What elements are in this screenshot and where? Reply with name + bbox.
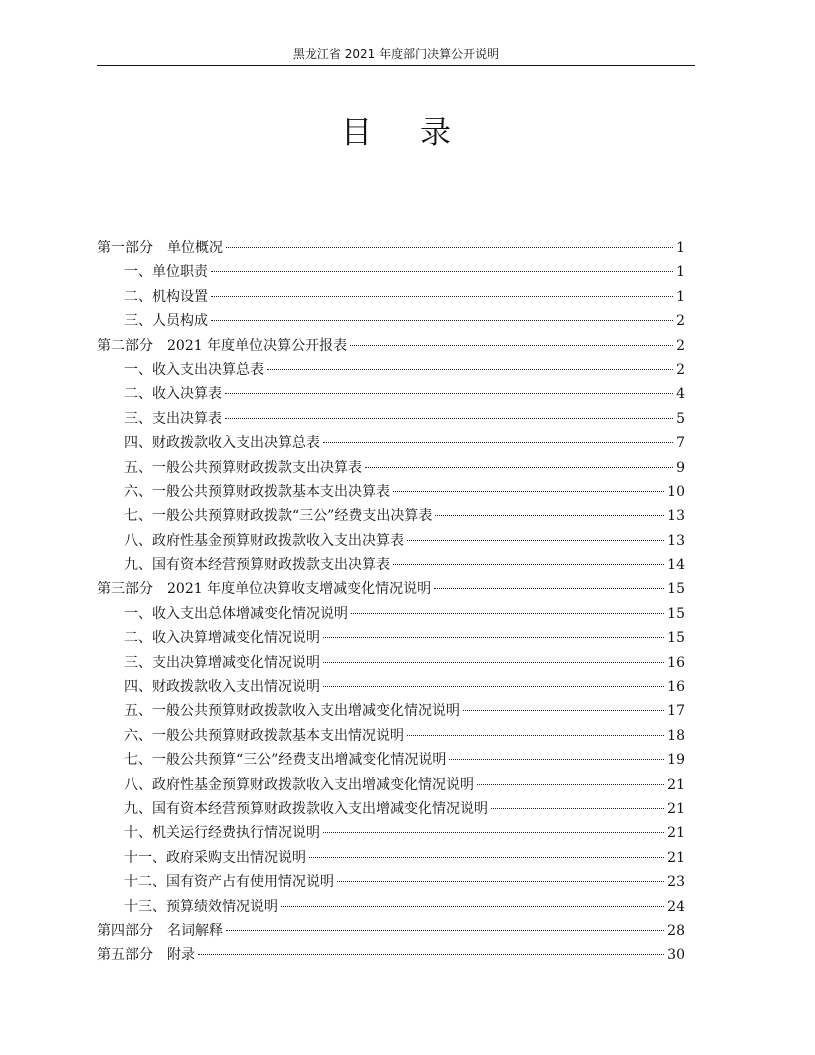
dot-leader <box>477 784 664 785</box>
toc-entry[interactable] <box>97 699 685 723</box>
toc-entry-label: 三、人员构成 <box>124 313 208 330</box>
toc-entry-label: 七、一般公共预算“三公”经费支出增减变化情况说明 <box>124 752 447 769</box>
toc-entry-label: 一、单位职责 <box>124 264 208 281</box>
dot-leader <box>323 637 664 638</box>
toc-entry-page-number: 21 <box>667 800 685 817</box>
dot-leader <box>323 442 673 443</box>
toc-entry-page-number: 28 <box>667 922 685 939</box>
toc-entry-label: 第五部分 附录 <box>97 947 195 964</box>
toc-entry[interactable] <box>97 651 685 675</box>
toc-entry-label: 二、收入决算增减变化情况说明 <box>124 630 320 647</box>
running-header: 黑龙江省 2021 年度部门决算公开说明 <box>292 47 500 61</box>
toc-entry[interactable] <box>97 260 685 284</box>
dot-leader <box>407 540 664 541</box>
toc-entry-page-number: 30 <box>667 947 685 964</box>
toc-section-entry[interactable] <box>97 919 685 943</box>
dot-leader <box>226 247 673 248</box>
toc-section-entry[interactable] <box>97 334 685 358</box>
toc-entry[interactable] <box>97 407 685 431</box>
dot-leader <box>225 418 673 419</box>
toc-entry-label: 三、支出决算增减变化情况说明 <box>124 654 320 671</box>
toc-entry-label: 一、收入支出决算总表 <box>124 361 264 378</box>
toc-entry-label: 四、财政拨款收入支出情况说明 <box>124 679 320 696</box>
toc-entry-page-number: 2 <box>676 313 685 330</box>
toc-entry-page-number: 16 <box>667 654 685 671</box>
toc-entry-label: 第三部分 2021 年度单位决算收支增减变化情况说明 <box>97 581 432 598</box>
toc-entry-page-number: 2 <box>676 361 685 378</box>
toc-entry-label: 十三、预算绩效情况说明 <box>124 898 278 915</box>
toc-entry-label: 五、一般公共预算财政拨款收入支出增减变化情况说明 <box>124 703 460 720</box>
toc-entry-page-number: 13 <box>667 508 685 525</box>
dot-leader <box>393 491 664 492</box>
toc-entry[interactable] <box>97 895 685 919</box>
toc-entry-page-number: 14 <box>667 557 685 574</box>
table-of-contents <box>97 236 685 968</box>
dot-leader <box>323 832 664 833</box>
toc-entry[interactable] <box>97 773 685 797</box>
toc-section-entry[interactable] <box>97 577 685 601</box>
toc-entry-page-number: 13 <box>667 532 685 549</box>
toc-entry-page-number: 7 <box>676 435 685 452</box>
toc-entry-label: 第二部分 2021 年度单位决算公开报表 <box>97 337 348 354</box>
toc-entry[interactable] <box>97 309 685 333</box>
toc-entry-label: 九、国有资本经营预算财政拨款支出决算表 <box>124 557 390 574</box>
toc-entry[interactable] <box>97 431 685 455</box>
dot-leader <box>211 296 673 297</box>
toc-entry[interactable] <box>97 358 685 382</box>
toc-entry-page-number: 15 <box>667 581 685 598</box>
toc-entry-page-number: 16 <box>667 679 685 696</box>
toc-entry[interactable] <box>97 456 685 480</box>
toc-entry-label: 八、政府性基金预算财政拨款收入支出决算表 <box>124 532 404 549</box>
toc-entry-page-number: 21 <box>667 776 685 793</box>
toc-entry[interactable] <box>97 553 685 577</box>
toc-entry-page-number: 24 <box>667 898 685 915</box>
toc-entry[interactable] <box>97 748 685 772</box>
toc-entry-page-number: 10 <box>667 483 685 500</box>
toc-entry-label: 四、财政拨款收入支出决算总表 <box>124 435 320 452</box>
toc-entry-label: 六、一般公共预算财政拨款基本支出情况说明 <box>124 727 404 744</box>
dot-leader <box>463 710 664 711</box>
toc-entry-label: 二、机构设置 <box>124 288 208 305</box>
toc-entry[interactable] <box>97 626 685 650</box>
dot-leader <box>323 686 664 687</box>
dot-leader <box>323 662 664 663</box>
toc-entry[interactable] <box>97 724 685 748</box>
toc-entry-page-number: 9 <box>676 459 685 476</box>
toc-entry[interactable] <box>97 675 685 699</box>
toc-entry-label: 第四部分 名词解释 <box>97 922 223 939</box>
dot-leader <box>351 613 664 614</box>
dot-leader <box>211 271 673 272</box>
dot-leader <box>491 808 664 809</box>
toc-entry-page-number: 17 <box>667 703 685 720</box>
toc-entry-page-number: 1 <box>676 288 685 305</box>
toc-section-entry[interactable] <box>97 236 685 260</box>
dot-leader <box>449 759 664 760</box>
toc-entry-page-number: 21 <box>667 825 685 842</box>
dot-leader <box>225 393 673 394</box>
dot-leader <box>281 906 664 907</box>
dot-leader <box>337 881 664 882</box>
toc-entry-page-number: 18 <box>667 727 685 744</box>
header-divider <box>97 65 695 66</box>
dot-leader <box>435 515 664 516</box>
toc-entry-page-number: 15 <box>667 630 685 647</box>
toc-entry-label: 十、机关运行经费执行情况说明 <box>124 825 320 842</box>
toc-entry-label: 八、政府性基金预算财政拨款收入支出增减变化情况说明 <box>124 776 474 793</box>
dot-leader <box>309 857 664 858</box>
toc-entry-label: 十二、国有资产占有使用情况说明 <box>124 874 334 891</box>
toc-entry-page-number: 23 <box>667 874 685 891</box>
toc-entry-label: 十一、政府采购支出情况说明 <box>124 849 306 866</box>
toc-entry[interactable] <box>97 797 685 821</box>
toc-entry[interactable] <box>97 602 685 626</box>
dot-leader <box>211 320 673 321</box>
toc-entry-label: 三、支出决算表 <box>124 410 222 427</box>
toc-entry-label: 二、收入决算表 <box>124 386 222 403</box>
toc-entry-page-number: 21 <box>667 849 685 866</box>
toc-entry-label: 七、一般公共预算财政拨款“三公”经费支出决算表 <box>124 508 433 525</box>
dot-leader <box>267 369 673 370</box>
toc-entry[interactable] <box>97 382 685 406</box>
toc-entry-page-number: 4 <box>676 386 685 403</box>
toc-entry-label: 五、一般公共预算财政拨款支出决算表 <box>124 459 362 476</box>
toc-entry-label: 一、收入支出总体增减变化情况说明 <box>124 605 348 622</box>
dot-leader <box>407 735 664 736</box>
toc-entry[interactable] <box>97 480 685 504</box>
toc-section-entry[interactable] <box>97 943 685 967</box>
toc-entry-label: 九、国有资本经营预算财政拨款收入支出增减变化情况说明 <box>124 800 488 817</box>
toc-entry-label: 第一部分 单位概况 <box>97 240 223 256</box>
toc-entry-page-number: 1 <box>676 264 685 281</box>
toc-entry-label: 六、一般公共预算财政拨款基本支出决算表 <box>124 483 390 500</box>
toc-entry[interactable] <box>97 870 685 894</box>
toc-entry[interactable] <box>97 846 685 870</box>
dot-leader <box>226 930 664 931</box>
toc-entry[interactable] <box>97 504 685 528</box>
toc-entry-page-number: 1 <box>676 240 685 256</box>
dot-leader <box>393 564 664 565</box>
page-title: 目录 <box>341 115 499 151</box>
dot-leader <box>198 954 664 955</box>
toc-entry-page-number: 5 <box>676 410 685 427</box>
dot-leader <box>434 588 664 589</box>
toc-entry-page-number: 2 <box>676 337 685 354</box>
toc-entry[interactable] <box>97 821 685 845</box>
toc-entry[interactable] <box>97 285 685 309</box>
toc-entry-page-number: 19 <box>667 752 685 769</box>
toc-entry-page-number: 15 <box>667 605 685 622</box>
toc-entry[interactable] <box>97 529 685 553</box>
dot-leader <box>350 345 673 346</box>
dot-leader <box>365 467 673 468</box>
